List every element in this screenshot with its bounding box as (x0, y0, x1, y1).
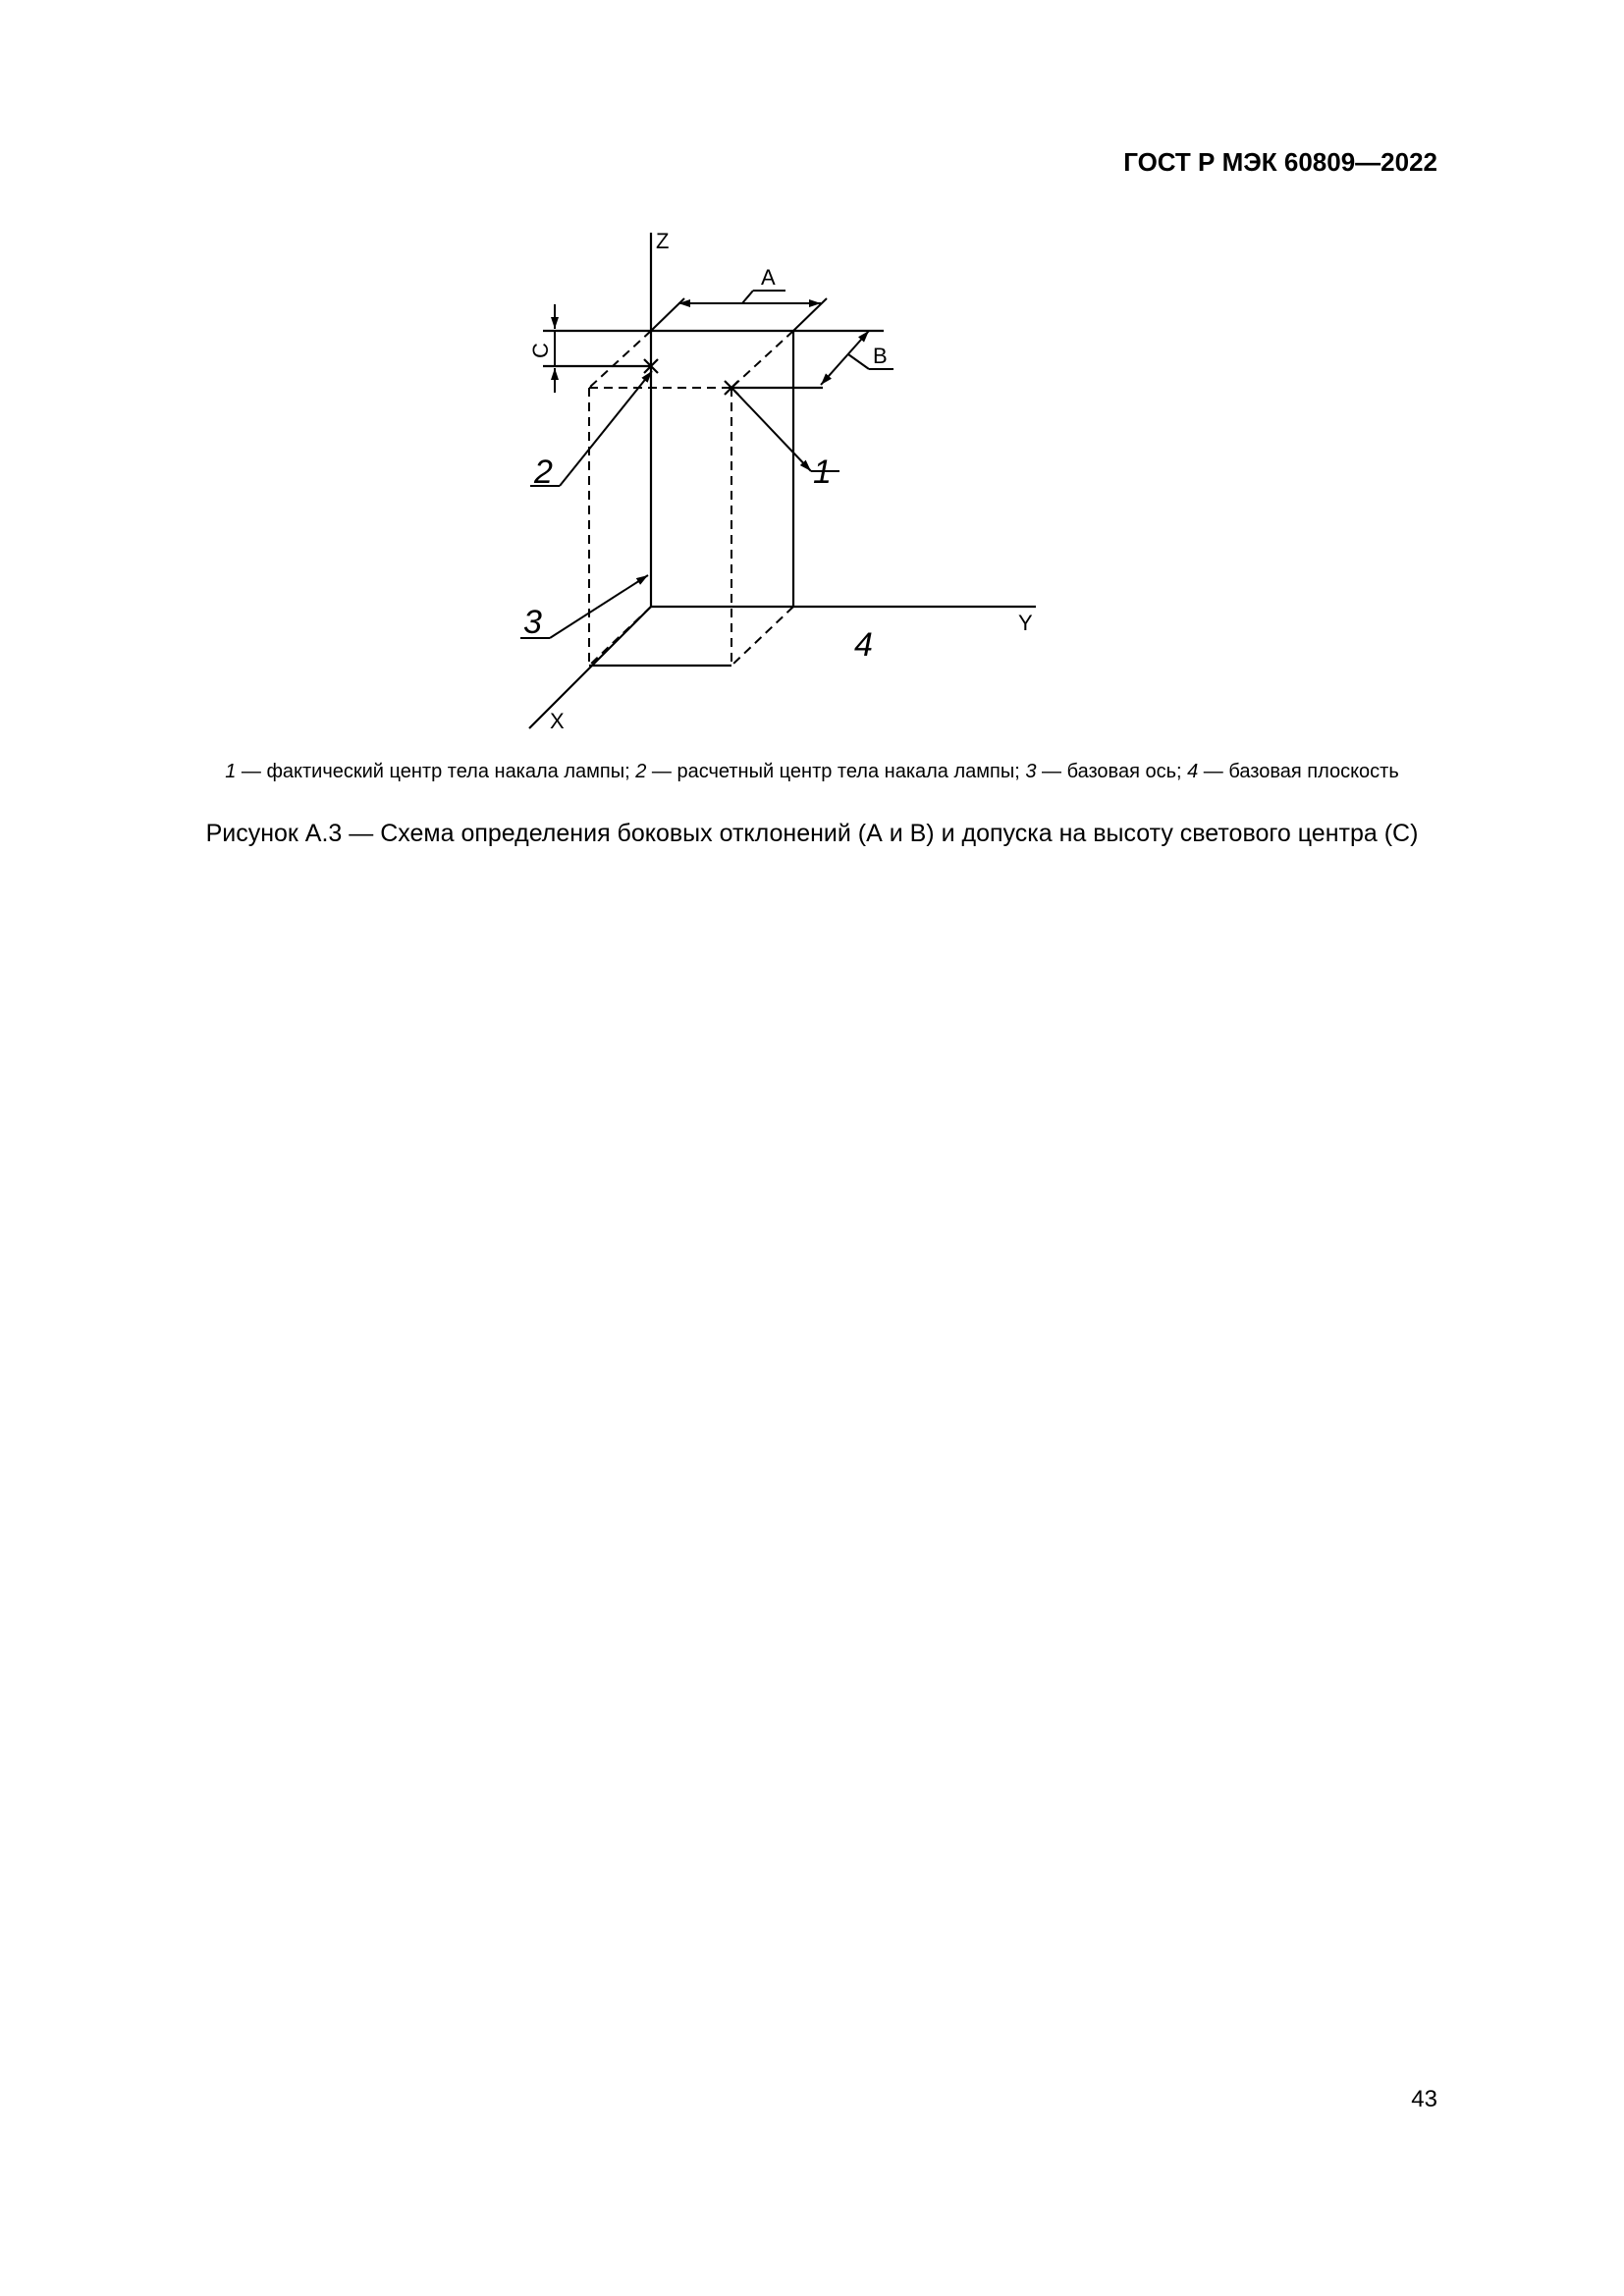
figure-diagram (0, 0, 1624, 785)
legend-text-1: — фактический центр тела накала лампы; (236, 761, 636, 782)
y-axis-label: Y (1018, 611, 1033, 635)
legend-text-4: — базовая плоскость (1198, 761, 1399, 782)
figure-legend (0, 761, 1624, 783)
legend-text-3: — базовая ось; (1036, 761, 1188, 782)
callout-3: 3 (523, 604, 542, 641)
figure-caption: Рисунок А.3 — Схема определения боковых отклонений (А и В) и допуска на высоту светового центра (С) (205, 820, 1419, 847)
dimension-c-label: C (528, 343, 553, 358)
document-header: ГОСТ Р МЭК 60809—2022 (1123, 147, 1437, 177)
page-number: 43 (1411, 2086, 1437, 2112)
legend-num-1: 1 (225, 761, 237, 782)
x-axis-label: X (550, 709, 565, 733)
legend-num-3: 3 (1025, 761, 1037, 782)
callout-1: 1 (813, 454, 832, 491)
dimension-b-label: B (873, 344, 888, 368)
dimension-a-label: A (761, 265, 776, 290)
callout-4: 4 (854, 626, 873, 664)
legend-text-2: — расчетный центр тела накала лампы; (646, 761, 1026, 782)
legend-num-4: 4 (1187, 761, 1199, 782)
legend-num-2: 2 (635, 761, 647, 782)
z-axis-label: Z (656, 229, 670, 253)
callout-2: 2 (534, 454, 553, 491)
dimension-b-line (821, 331, 869, 385)
